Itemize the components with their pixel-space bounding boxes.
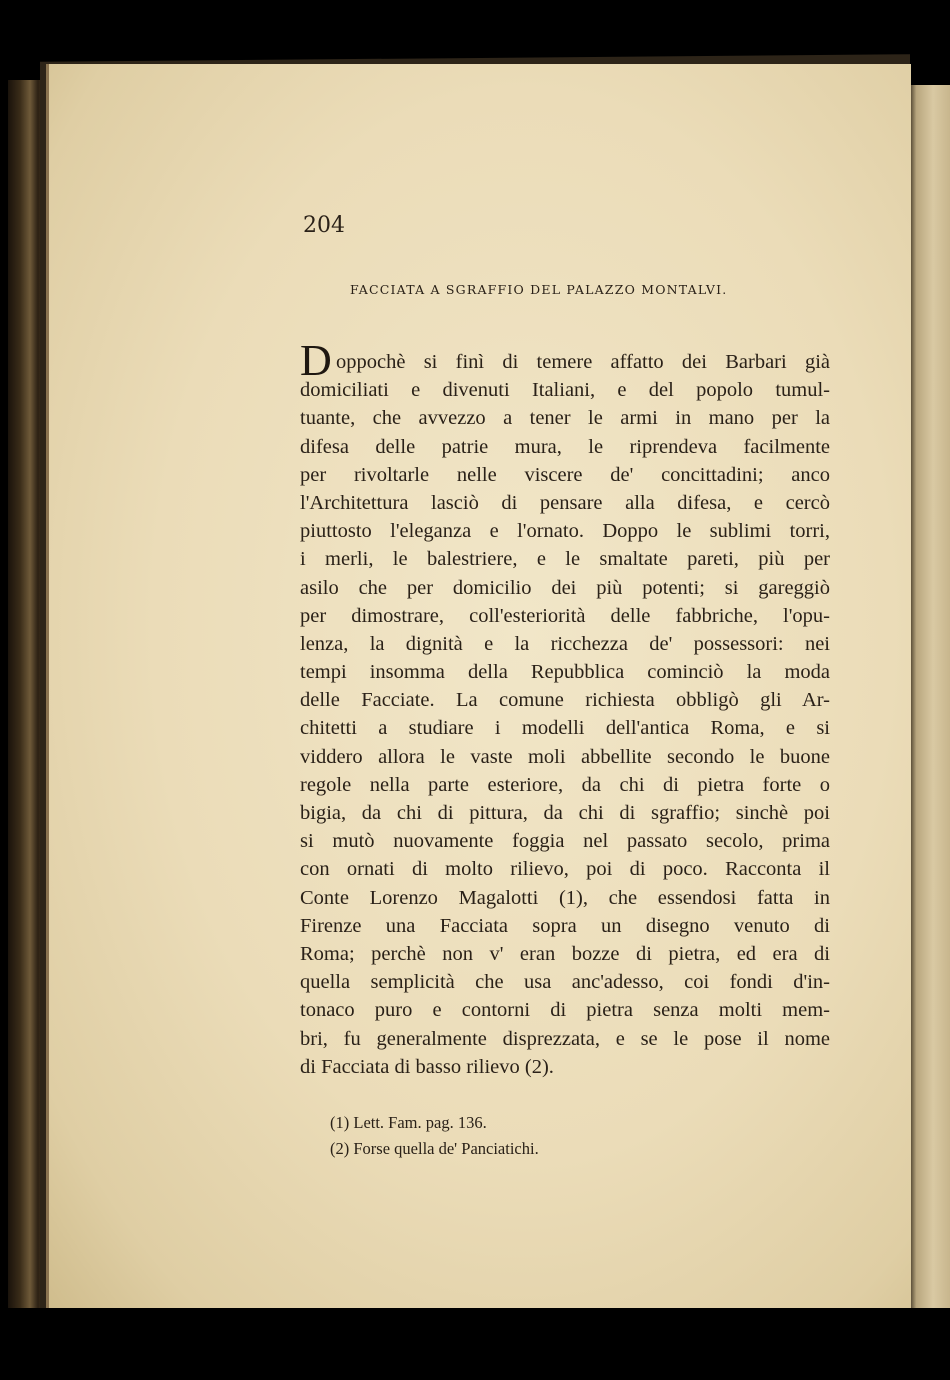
body-line: i merli, le balestriere, e le smaltate pareti, più per bbox=[300, 548, 830, 571]
body-line-text: oppochè si finì di temere affatto dei Barbari già bbox=[336, 351, 830, 373]
body-line: con ornati di molto rilievo, poi di poco. Racconta il bbox=[300, 858, 830, 881]
body-line: di Facciata di basso rilievo (2). bbox=[300, 1055, 554, 1078]
body-line: tuante, che avvezzo a tener le armi in mano per la bbox=[300, 407, 830, 430]
page-number: 204 bbox=[303, 213, 345, 238]
body-line: bigia, da chi di pittura, da chi di sgraffio; sinchè poi bbox=[300, 802, 830, 824]
body-line: chitetti a studiare i modelli dell'antica Roma, e si bbox=[300, 717, 830, 740]
footnote: (1) Lett. Fam. pag. 136. bbox=[330, 1113, 487, 1132]
body-line: Roma; perchè non v' eran bozze di pietra, ed era di bbox=[300, 942, 830, 965]
body-line bbox=[300, 336, 830, 385]
body-line: bri, fu generalmente disprezzata, e se le pose il nome bbox=[300, 1027, 830, 1050]
body-text bbox=[300, 336, 830, 1081]
footnotes bbox=[330, 1110, 750, 1162]
section-title: FACCIATA A SGRAFFIO DEL PALAZZO MONTALVI. bbox=[350, 282, 728, 297]
body-line: delle Facciate. La comune richiesta obbligò gli Ar- bbox=[300, 689, 830, 712]
body-line: per dimostrare, coll'esteriorità delle fabbriche, l'opu- bbox=[300, 604, 830, 627]
drop-cap: D bbox=[300, 336, 332, 385]
body-line: per rivoltarle nelle viscere de' concittadini; anco bbox=[300, 463, 830, 486]
scan-bottom-border bbox=[0, 1308, 950, 1380]
facing-page-edge bbox=[908, 85, 950, 1315]
body-line: Firenze una Facciata sopra un disegno venuto di bbox=[300, 914, 830, 937]
body-line: tonaco puro e contorni di pietra senza molti mem- bbox=[300, 999, 830, 1022]
body-line: l'Architettura lasciò di pensare alla difesa, e cercò bbox=[300, 491, 830, 514]
body-line: Conte Lorenzo Magalotti (1), che essendosi fatta in bbox=[300, 886, 830, 909]
body-line: domiciliati e divenuti Italiani, e del popolo tumul- bbox=[300, 379, 830, 402]
body-line: asilo che per domicilio dei più potenti; si gareggiò bbox=[300, 576, 830, 599]
body-line: difesa delle patrie mura, le riprendeva facilmente bbox=[300, 435, 830, 458]
body-line: tempi insomma della Repubblica cominciò la moda bbox=[300, 661, 830, 684]
body-line: quella semplicità che usa anc'adesso, coi fondi d'in- bbox=[300, 971, 830, 994]
body-line: si mutò nuovamente foggia nel passato secolo, prima bbox=[300, 830, 830, 853]
body-line: regole nella parte esteriore, da chi di pietra forte o bbox=[300, 773, 830, 796]
body-line: viddero allora le vaste moli abbellite secondo le buone bbox=[300, 745, 830, 768]
body-line: lenza, la dignità e la ricchezza de' possessori: nei bbox=[300, 632, 830, 655]
footnote: (2) Forse quella de' Panciatichi. bbox=[330, 1139, 539, 1158]
body-line: piuttosto l'eleganza e l'ornato. Doppo le sublimi torri, bbox=[300, 520, 830, 543]
